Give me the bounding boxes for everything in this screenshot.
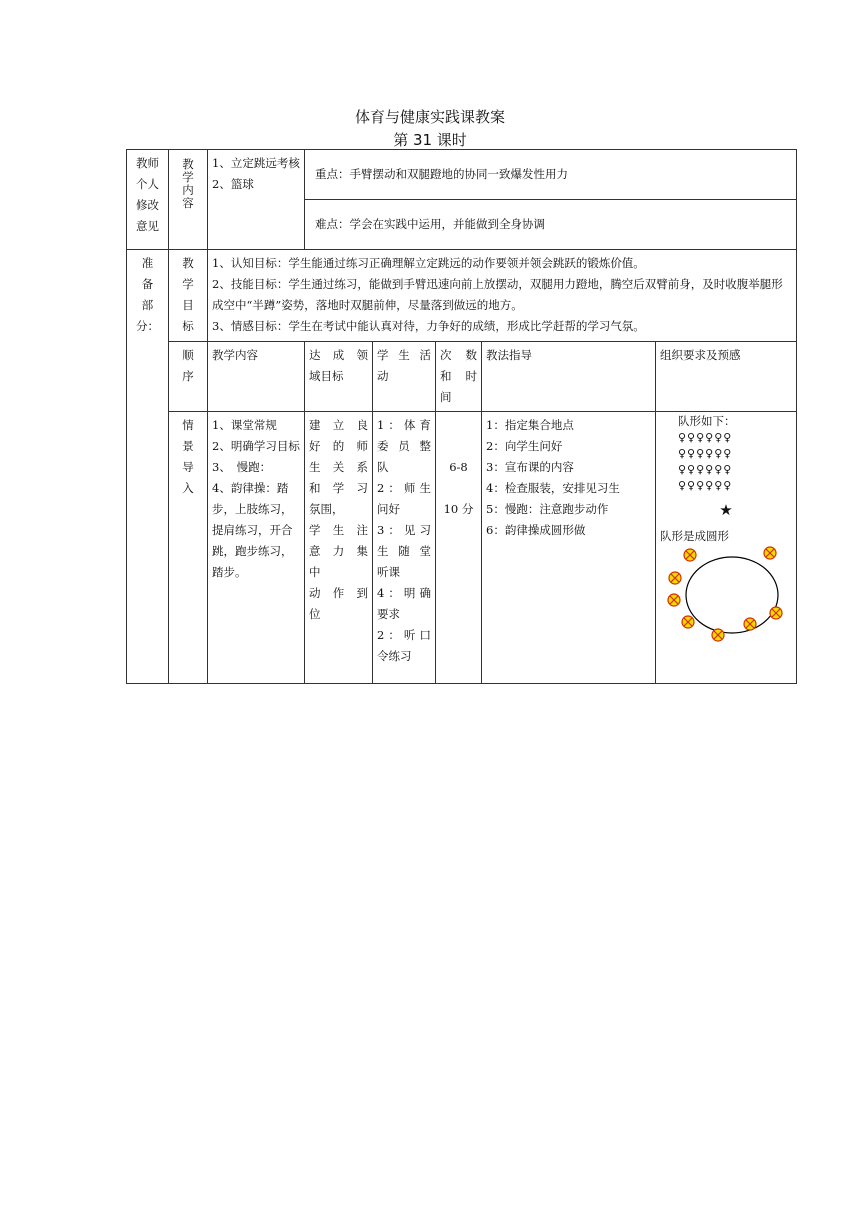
teacher-notes-label: 教师 个人 修改 意见	[127, 150, 169, 250]
lesson-number: 第 31 课时	[393, 131, 467, 149]
student-marker-icon	[712, 629, 724, 641]
prep-section-label: 准 备 部 分：	[127, 250, 169, 684]
formation-circle	[686, 557, 778, 633]
col-method: 教法指导	[482, 342, 656, 412]
student-marker-icon	[669, 572, 681, 584]
student-marker-icon	[764, 547, 776, 559]
formation-label: 队形如下：	[678, 414, 736, 428]
student-marker-icon	[684, 549, 696, 561]
col-content: 教学内容	[208, 342, 305, 412]
row-activity: 1：体育 委员整 队 2：师生 问好 3：见习 生随堂 听课 4：明确 要求 2：听口 令练习	[373, 412, 436, 684]
content-items: 1、立定跳远考核 2、篮球	[208, 150, 305, 250]
col-order: 顺 序	[169, 342, 208, 412]
difficulty-point: 难点：学会在实践中运用，并能做到全身协调	[305, 200, 797, 250]
student-marker-icon	[668, 594, 680, 606]
circle-formation-diagram	[660, 545, 792, 645]
student-marker-icon	[682, 616, 694, 628]
formation-row: ♀♀♀♀♀♀	[678, 463, 733, 476]
row-method: 1：指定集合地点 2：向学生问好 3：宣布课的内容 4：检查服装，安排见习生 5：慢跑：注意跑步动作 6：韵律操成圆形做	[482, 412, 656, 684]
row-org	[656, 412, 797, 684]
lesson-plan-table	[126, 149, 797, 684]
teaching-goals: 1、认知目标：学生能通过练习正确理解立定跳远的动作要领并领会跳跃的锻炼价值。 2、技能目标：学生通过练习，能做到手臂迅速向前上放摆动，双腿用力蹬地，腾空后双臂前身，及时收腹举腿形成空中“半蹲”姿势，落地时双腿前伸，尽量落到做远的地方。 3、情感目标：学生在考试中能认真对待，力争好的成绩，形成比学赶帮的学习气氛。	[208, 250, 797, 342]
student-markers	[668, 547, 782, 641]
goal-label: 教 学 目 标	[169, 250, 208, 342]
formation-row: ♀♀♀♀♀♀	[678, 479, 733, 492]
col-goal: 达成领 域目标	[305, 342, 373, 412]
content-label: 教 学 内 容	[169, 150, 208, 250]
student-marker-icon	[770, 607, 782, 619]
col-count: 次数 和时 间	[436, 342, 482, 412]
col-org: 组织要求及预感	[656, 342, 797, 412]
row-content: 1、课堂常规 2、明确学习目标 3、 慢跑： 4、韵律操：踏步，上肢练习，提肩练习，开合跳，跑步练习，踏步。	[208, 412, 305, 684]
circle-formation-label: 队形是成圆形	[660, 529, 729, 543]
key-point: 重点：手臂摆动和双腿蹬地的协同一致爆发性用力	[305, 150, 797, 200]
formation-row: ♀♀♀♀♀♀	[678, 431, 733, 444]
teacher-star-icon: ★	[719, 501, 733, 519]
row-goal: 建立良 好的师 生关系 和学习 氛围， 学生注 意力集 中 动作到 位	[305, 412, 373, 684]
col-activity: 学生活 动	[373, 342, 436, 412]
student-marker-icon	[744, 618, 756, 630]
row-order: 情 景 导 入	[169, 412, 208, 684]
formation-row: ♀♀♀♀♀♀	[678, 447, 733, 460]
row-count: 6-8 10 分	[436, 412, 482, 684]
page-title: 体育与健康实践课教案	[354, 108, 505, 126]
